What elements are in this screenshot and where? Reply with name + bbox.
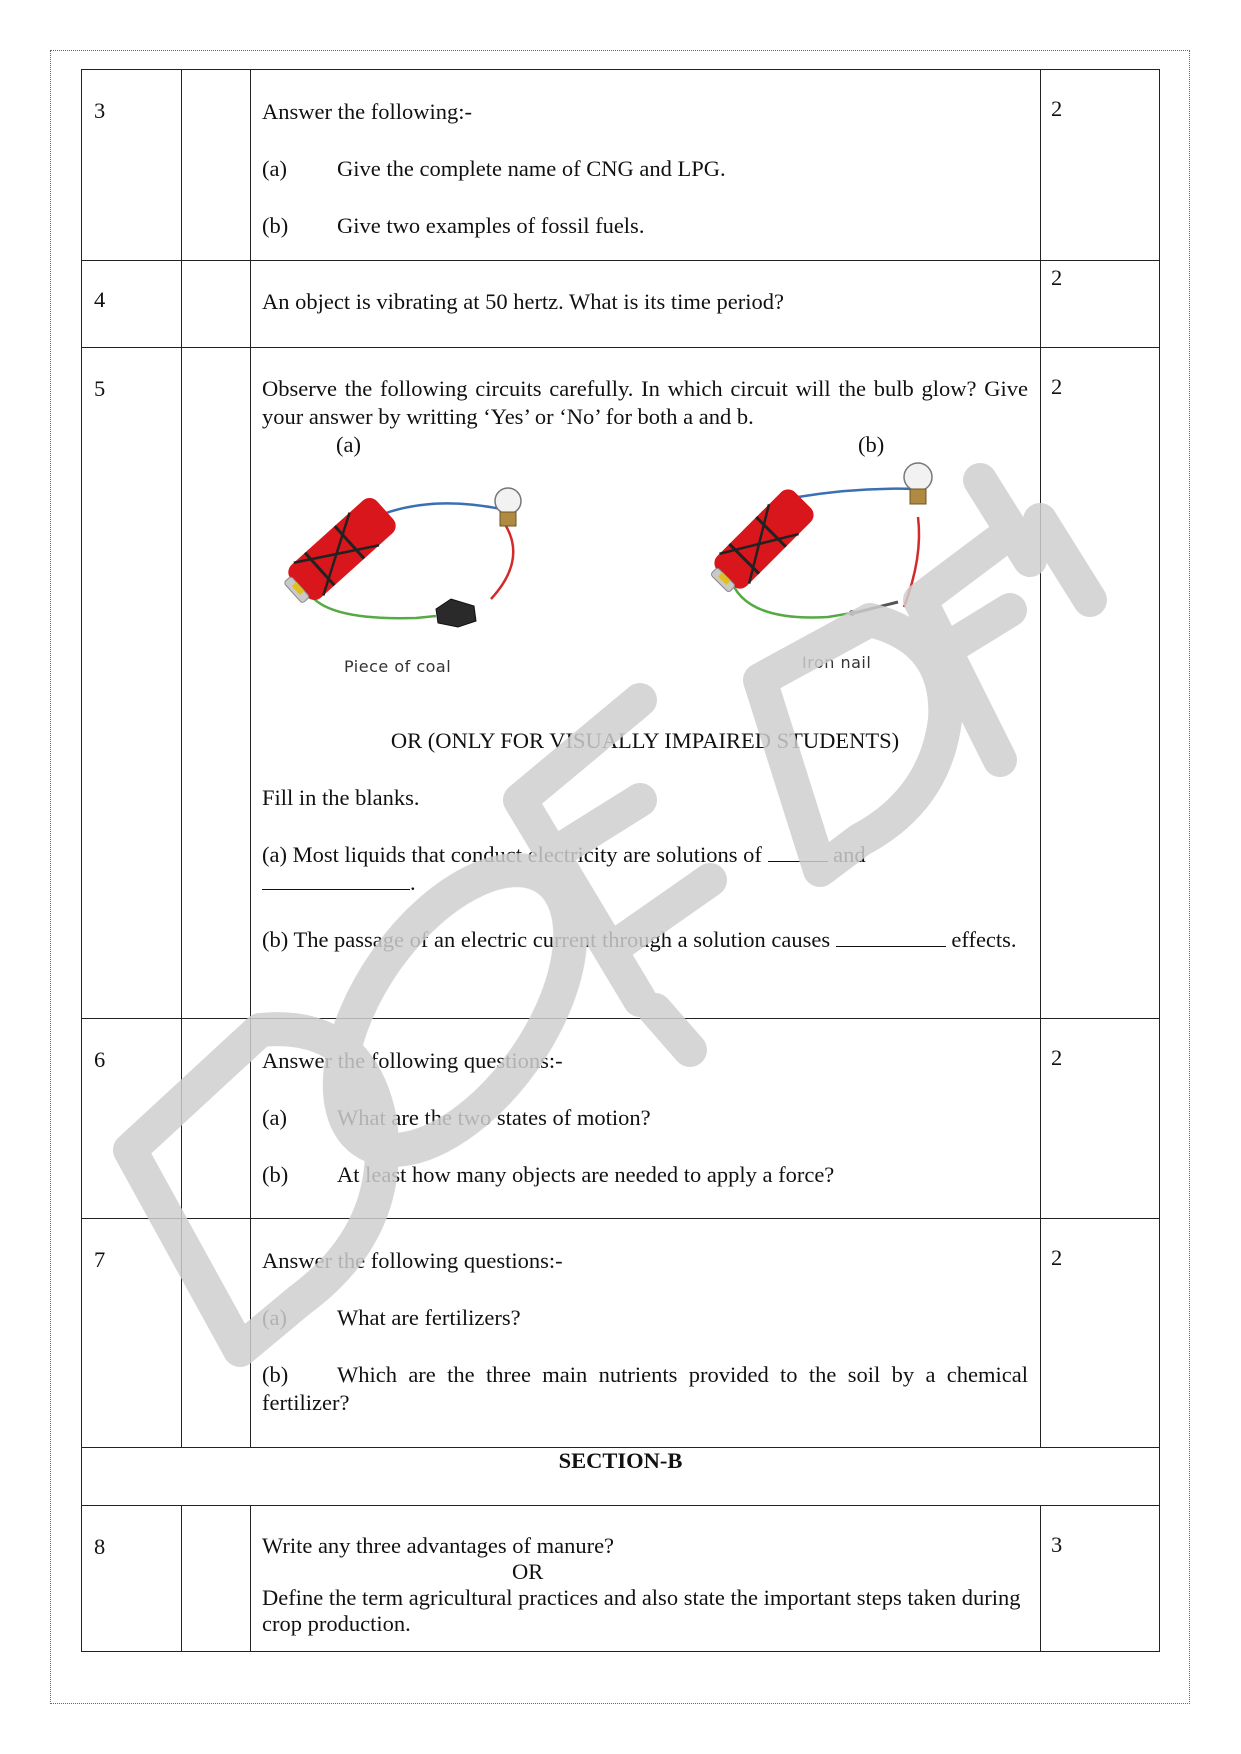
sub-question-label: (b) xyxy=(262,213,289,238)
figure-a-label: (a) xyxy=(336,432,361,457)
question-table xyxy=(81,69,1160,1652)
question-body-cell xyxy=(251,70,1041,261)
question-number-cell xyxy=(82,1019,182,1219)
sub-question-text: Give two examples of fossil fuels. xyxy=(337,213,645,238)
or-visually-impaired: OR (ONLY FOR VISUALLY IMPAIRED STUDENTS) xyxy=(390,728,900,753)
sub-question xyxy=(262,1104,1028,1132)
question-intro: Observe the following circuits carefully. In which circuit will the bulb glow? Give your answer by writting ‘Yes’ or ‘No’ for both a and b. xyxy=(262,376,1028,429)
circuit-a-diagram xyxy=(276,471,536,651)
fill-blank-b xyxy=(262,926,1028,954)
marks: 2 xyxy=(1051,1045,1063,1070)
fill-blank-b-text: (b) The passage of an electric current through a solution causes xyxy=(262,927,831,952)
marks-cell xyxy=(1041,1506,1160,1652)
sub-question-label: (b) xyxy=(262,1162,289,1187)
blank-cell xyxy=(182,1219,251,1448)
question-body-cell xyxy=(251,1506,1041,1652)
question-number: 5 xyxy=(94,376,106,401)
question-intro: Answer the following questions:- xyxy=(262,1048,563,1073)
section-row xyxy=(82,1448,1160,1506)
sub-question-text: What are the two states of motion? xyxy=(337,1105,651,1130)
marks: 2 xyxy=(1051,265,1063,290)
question-row-8 xyxy=(82,1506,1160,1652)
sub-question xyxy=(262,1304,1028,1332)
figure-b-caption: Iron nail xyxy=(802,653,872,672)
sub-question-text: At least how many objects are needed to apply a force? xyxy=(337,1162,835,1187)
marks: 2 xyxy=(1051,1245,1063,1270)
marks-cell xyxy=(1041,348,1160,1019)
fill-blank-b-effects: effects. xyxy=(951,927,1017,952)
figure-b-label: (b) xyxy=(858,432,885,457)
marks: 3 xyxy=(1051,1532,1063,1557)
blank-cell xyxy=(182,1506,251,1652)
sub-question-label: (a) xyxy=(262,156,287,181)
sub-question-text: Which are the three main nutrients provided to the soil by a chemical fertilizer? xyxy=(262,1362,1028,1415)
question-row-3 xyxy=(82,70,1160,261)
question-body-cell xyxy=(251,1019,1041,1219)
sub-question-text: What are fertilizers? xyxy=(337,1305,521,1330)
marks: 2 xyxy=(1051,374,1063,399)
question-line: Write any three advantages of manure? xyxy=(262,1533,615,1558)
circuit-figures xyxy=(262,432,1028,707)
question-number-cell xyxy=(82,348,182,1019)
sub-question xyxy=(262,1361,1028,1417)
answer-blank xyxy=(262,871,410,890)
sub-question-label: (a) xyxy=(262,1305,287,1330)
question-line: Define the term agricultural practices and also state the important steps taken during crop production. xyxy=(262,1585,1021,1636)
question-number-cell xyxy=(82,70,182,261)
question-number: 7 xyxy=(94,1247,106,1272)
question-body-cell xyxy=(251,1219,1041,1448)
sub-question-label: (b) xyxy=(262,1362,289,1387)
answer-blank xyxy=(768,843,828,862)
or-separator: OR xyxy=(512,1559,544,1584)
fill-blank-a-and: and xyxy=(833,842,866,867)
figure-a-caption: Piece of coal xyxy=(344,657,452,676)
sub-question xyxy=(262,212,1028,240)
question-intro: Answer the following:- xyxy=(262,99,472,124)
marks-cell xyxy=(1041,1219,1160,1448)
question-number-cell xyxy=(82,1219,182,1448)
question-number: 6 xyxy=(94,1047,106,1072)
question-number-cell xyxy=(82,1506,182,1652)
sub-question xyxy=(262,155,1028,183)
marks-cell xyxy=(1041,1019,1160,1219)
question-body-cell xyxy=(251,261,1041,348)
question-number: 8 xyxy=(94,1534,106,1559)
section-b-heading: SECTION-B xyxy=(82,1448,1160,1506)
marks-cell xyxy=(1041,70,1160,261)
answer-blank xyxy=(836,928,946,947)
question-text: An object is vibrating at 50 hertz. What is its time period? xyxy=(262,289,784,314)
question-number-cell xyxy=(82,261,182,348)
blank-cell xyxy=(182,70,251,261)
fill-blank-a: (a) Most liquids that conduct electricity are solutions of and . xyxy=(262,842,866,895)
question-body-cell xyxy=(251,348,1041,1019)
sub-question-text: Give the complete name of CNG and LPG. xyxy=(337,156,726,181)
fill-in-blanks-intro: Fill in the blanks. xyxy=(262,785,420,810)
circuit-b-diagram xyxy=(708,447,948,637)
blank-cell xyxy=(182,261,251,348)
question-number: 3 xyxy=(94,98,106,123)
question-row-7 xyxy=(82,1219,1160,1448)
question-row-6 xyxy=(82,1019,1160,1219)
marks-cell xyxy=(1041,261,1160,348)
sub-question xyxy=(262,1161,1028,1189)
blank-cell xyxy=(182,1019,251,1219)
question-row-5 xyxy=(82,348,1160,1019)
question-intro: Answer the following questions:- xyxy=(262,1248,563,1273)
sub-question-label: (a) xyxy=(262,1105,287,1130)
marks: 2 xyxy=(1051,96,1063,121)
fill-blank-a-text: (a) Most liquids that conduct electricity are solutions of xyxy=(262,842,762,867)
blank-cell xyxy=(182,348,251,1019)
question-number: 4 xyxy=(94,287,106,312)
question-row-4 xyxy=(82,261,1160,348)
